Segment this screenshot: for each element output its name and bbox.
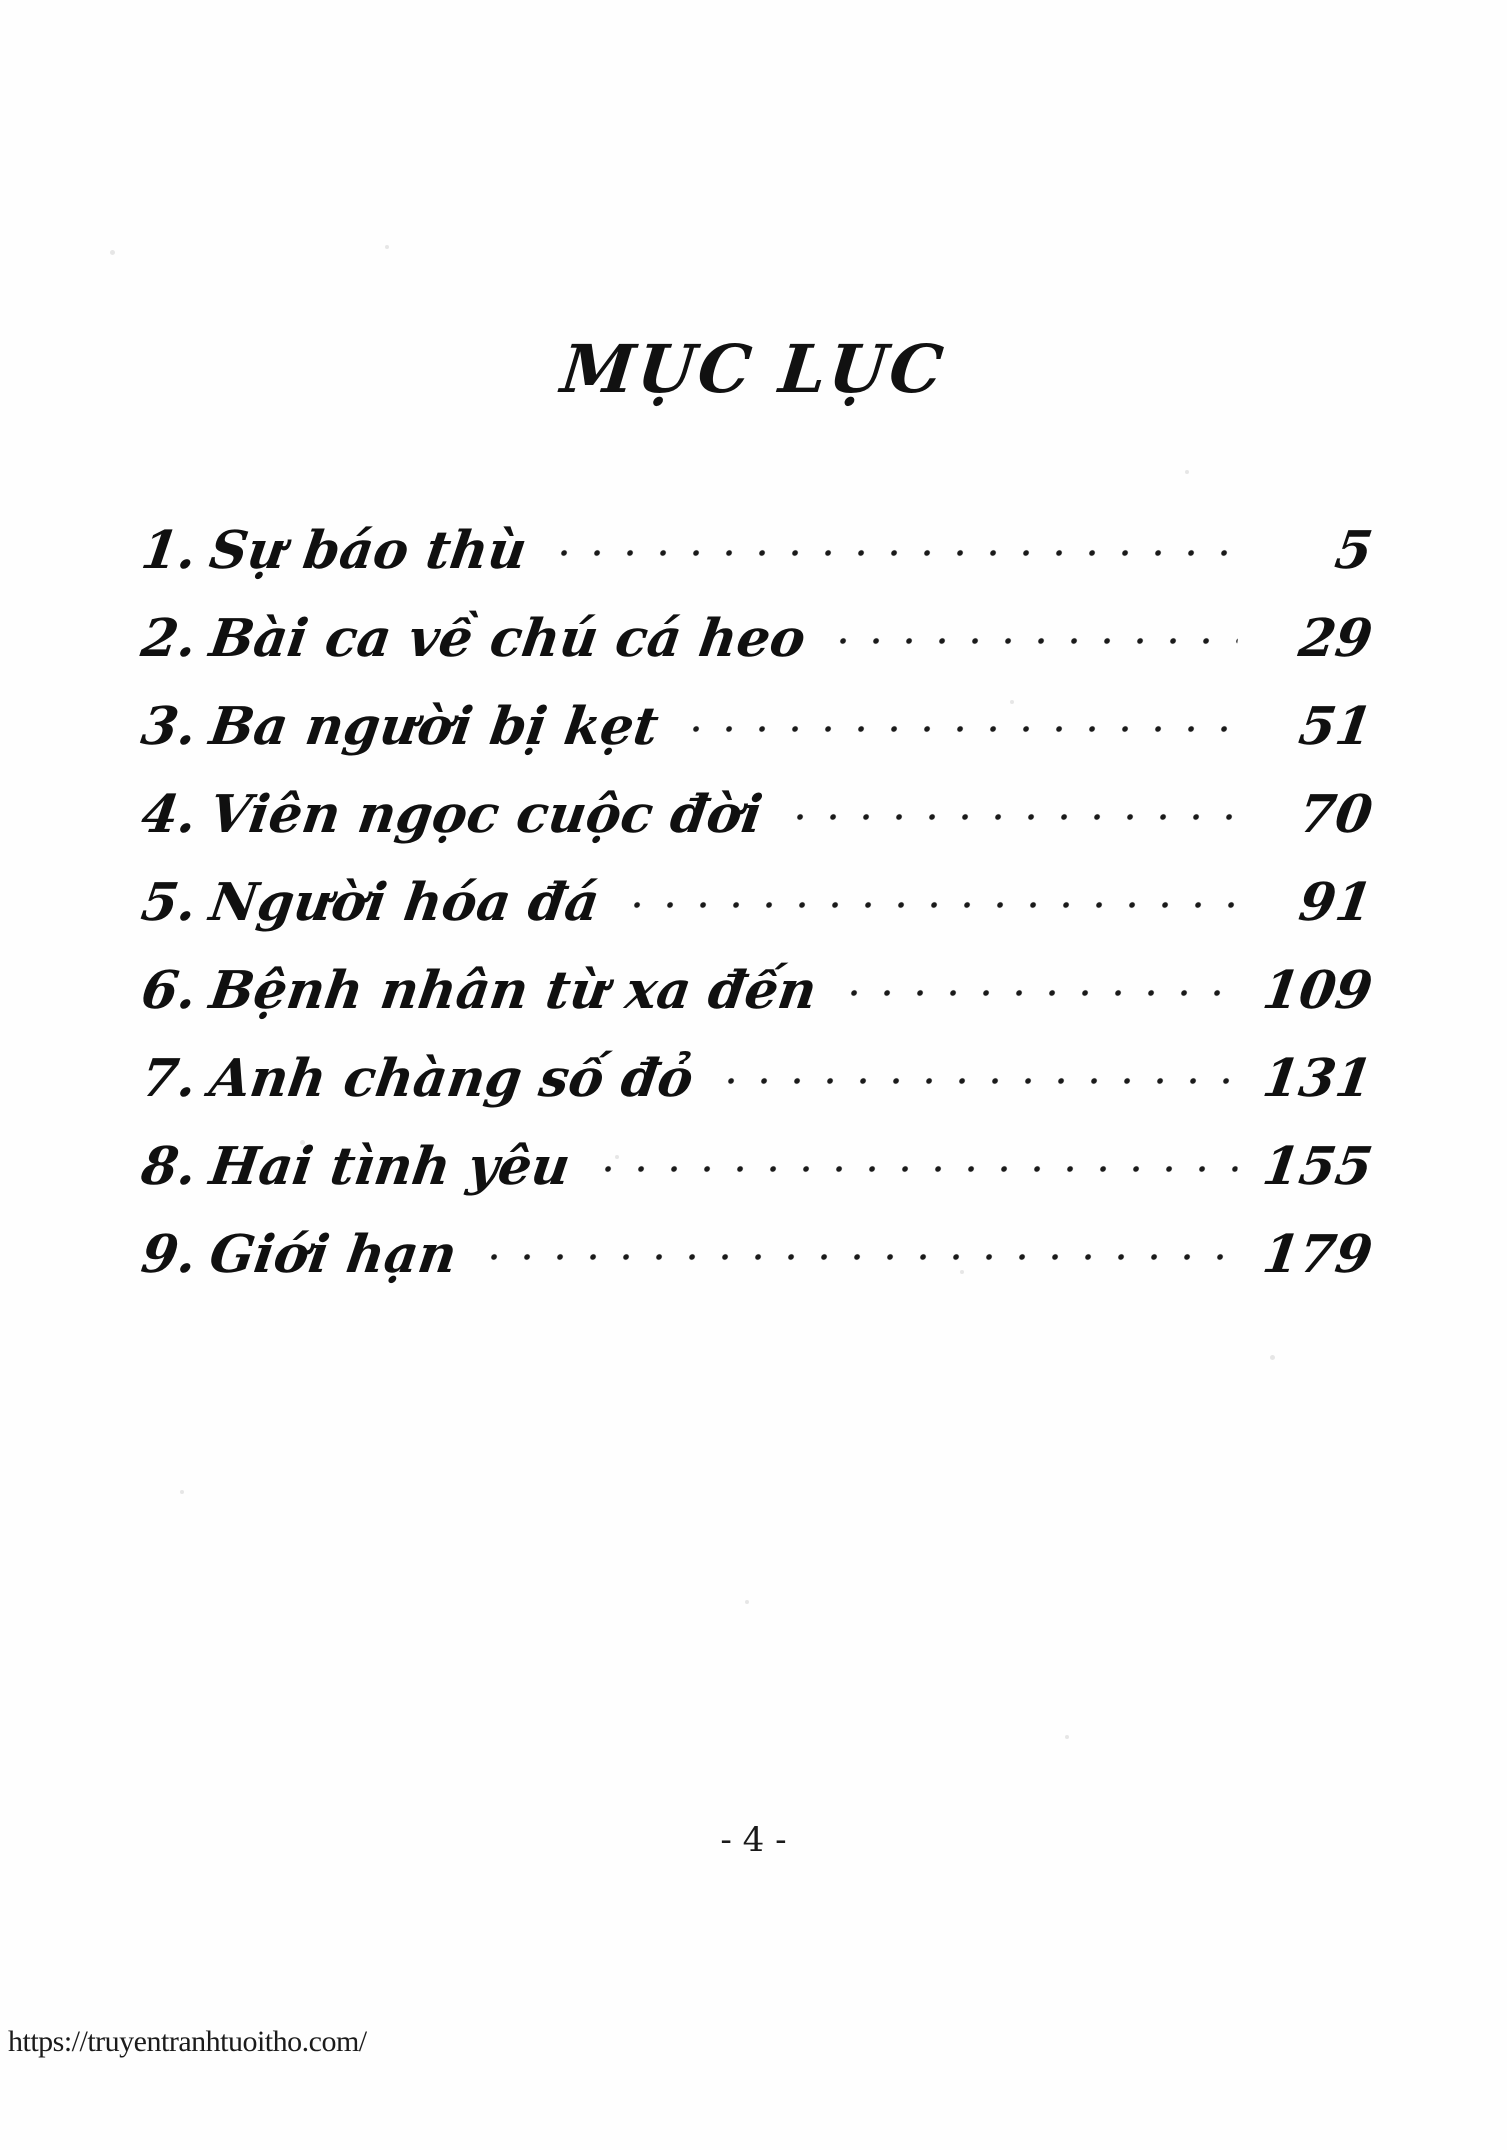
list-item[interactable] [134, 1136, 1376, 1224]
toc-entry-number: 5. [137, 872, 201, 933]
list-item[interactable] [134, 872, 1376, 960]
toc-entry-label: Sự báo thù [205, 520, 531, 581]
list-item[interactable] [134, 608, 1376, 696]
toc-entry-number: 8. [137, 1136, 201, 1197]
toc-entry-label: Bài ca về chú cá heo [205, 608, 810, 669]
toc-leader-dots [590, 1164, 1238, 1174]
list-item[interactable] [134, 696, 1376, 784]
toc-leader-dots [679, 724, 1238, 734]
toc-leader-dots [620, 900, 1239, 910]
toc-entry-label: Giới hạn [205, 1224, 461, 1285]
toc-entry-page: 29 [1295, 608, 1377, 669]
toc-entry-number: 1. [137, 520, 201, 581]
toc-entry-label: Ba người bị kẹt [205, 696, 663, 757]
toc-entry-number: 7. [137, 1048, 201, 1109]
toc-leader-dots [783, 812, 1239, 822]
list-item[interactable] [134, 1048, 1376, 1136]
toc-entry-page: 91 [1295, 872, 1377, 933]
source-watermark: https://truyentranhtuoitho.com/ [8, 2025, 367, 2058]
toc-entry-label: Hai tình yêu [205, 1136, 574, 1197]
toc-entry-label: Anh chàng số đỏ [205, 1048, 698, 1109]
toc-entry-number: 3. [137, 696, 201, 757]
list-item[interactable] [134, 1224, 1376, 1312]
toc-entry-number: 9. [137, 1224, 201, 1285]
toc-leader-dots [547, 548, 1238, 558]
page-footer-number: - 4 - [720, 1820, 787, 1860]
toc-entry-label: Người hóa đá [205, 872, 604, 933]
toc-entry-label: Viên ngọc cuộc đời [205, 784, 766, 845]
toc-entry-page: 155 [1259, 1136, 1377, 1197]
toc-entry-page: 5 [1331, 520, 1377, 581]
toc-entry-number: 2. [137, 608, 201, 669]
toc-entry-page: 131 [1259, 1048, 1377, 1109]
toc-entry-page: 109 [1259, 960, 1377, 1021]
list-item[interactable] [134, 784, 1376, 872]
page-title: MỤC LỤC [557, 330, 950, 408]
toc-entry-number: 4. [137, 784, 201, 845]
toc-leader-dots [826, 636, 1238, 646]
list-item[interactable] [134, 960, 1376, 1048]
toc-entry-label: Bệnh nhân từ xa đến [205, 960, 821, 1021]
toc-entry-page: 70 [1295, 784, 1377, 845]
list-item[interactable] [134, 520, 1376, 608]
toc-entry-page: 179 [1259, 1224, 1377, 1285]
toc-entry-page: 51 [1295, 696, 1377, 757]
toc-leader-dots [837, 988, 1238, 998]
toc-leader-dots [477, 1252, 1238, 1262]
toc-entry-list [137, 520, 1377, 1312]
toc-entry-number: 6. [137, 960, 201, 1021]
toc-leader-dots [714, 1076, 1238, 1086]
